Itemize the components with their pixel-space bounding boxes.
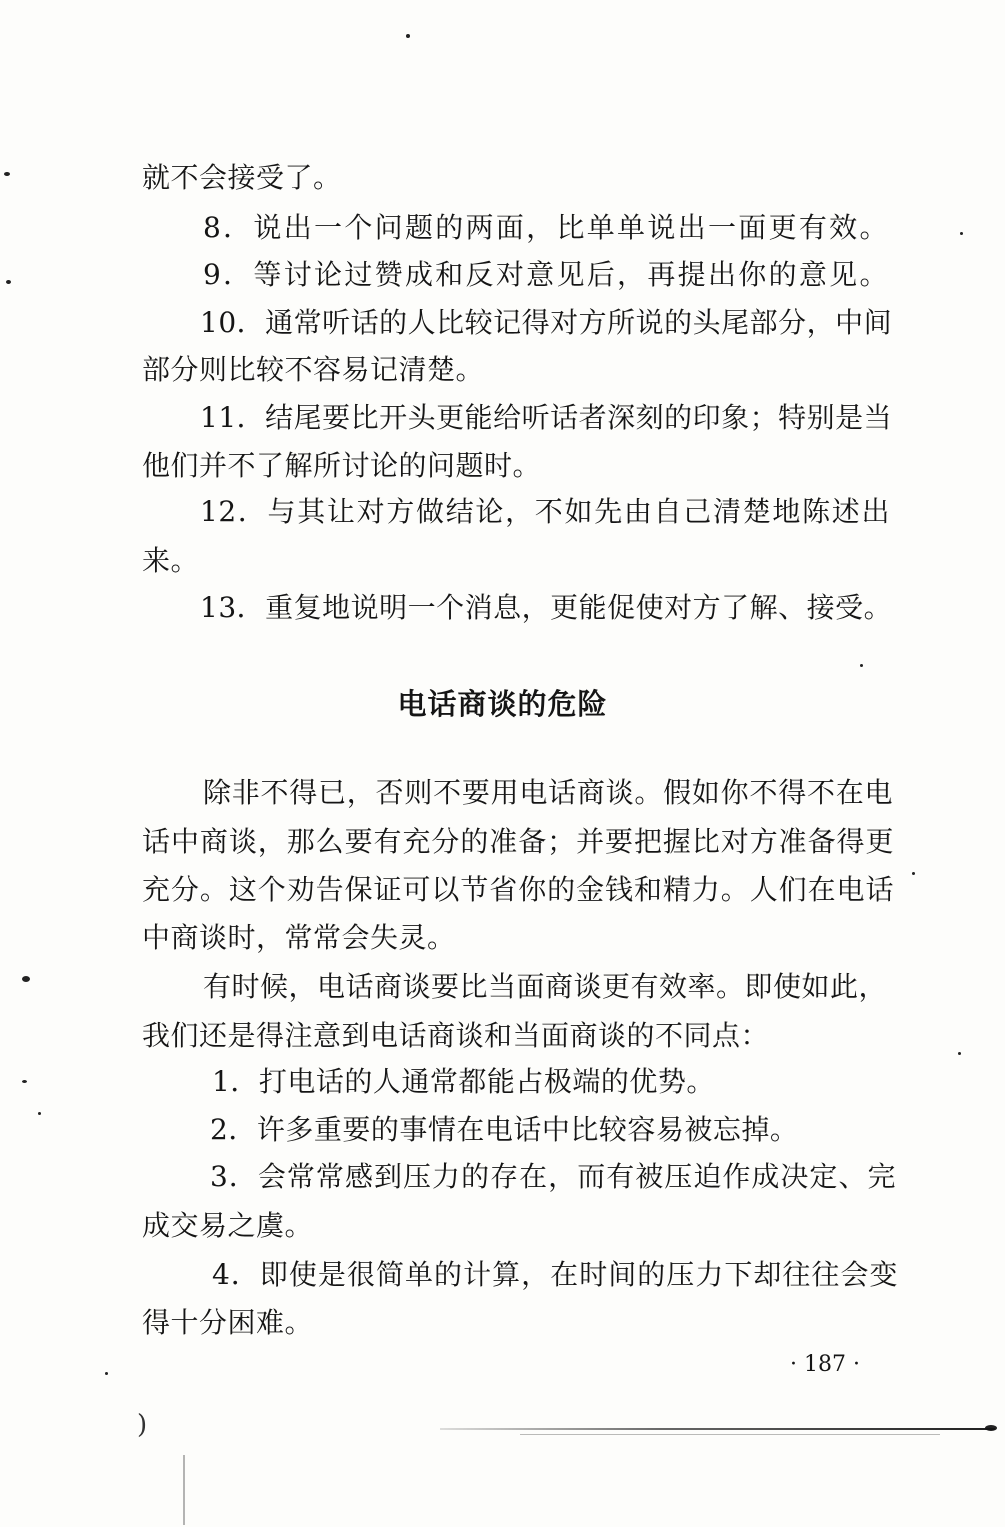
paragraph-line: 得十分困难。 bbox=[142, 1306, 314, 1339]
paragraph-line: 成交易之虞。 bbox=[142, 1209, 314, 1242]
paragraph-line: 除非不得已，否则不要用电话商谈。假如你不得不在电 bbox=[203, 776, 893, 809]
text-line: 他们并不了解所讨论的问题时。 bbox=[142, 449, 542, 482]
list-item-9: 9．等讨论过赞成和反对意见后，再提出你的意见。 bbox=[203, 258, 888, 291]
list-item-1: 1．打电话的人通常都能占极端的优势。 bbox=[212, 1065, 715, 1098]
list-item-11: 11．结尾要比开头更能给听话者深刻的印象；特别是当 bbox=[200, 401, 893, 434]
list-item-10: 10．通常听话的人比较记得对方所说的头尾部分，中间 bbox=[200, 306, 893, 339]
list-item-8: 8．说出一个问题的两面，比单单说出一面更有效。 bbox=[203, 211, 888, 244]
paragraph-line: 充分。这个劝告保证可以节省你的金钱和精力。人们在电话 bbox=[142, 873, 894, 906]
paragraph-line: 我们还是得注意到电话商谈和当面商谈的不同点： bbox=[142, 1019, 770, 1052]
scan-mark: ) bbox=[137, 1410, 148, 1440]
scan-speck bbox=[38, 1112, 41, 1115]
scan-speck bbox=[960, 232, 963, 235]
scan-speck bbox=[406, 34, 410, 38]
scan-speck bbox=[22, 1080, 27, 1083]
text-line: 来。 bbox=[142, 544, 200, 577]
paragraph-line: 中商谈时，常常会失灵。 bbox=[142, 921, 456, 954]
scan-speck bbox=[4, 172, 10, 176]
list-item-2: 2．许多重要的事情在电话中比较容易被忘掉。 bbox=[210, 1113, 799, 1146]
text-line: 部分则比较不容易记清楚。 bbox=[142, 353, 485, 386]
page-edge-shadow bbox=[520, 1434, 940, 1435]
paragraph-line: 有时候，电话商谈要比当面商谈更有效率。即使如此， bbox=[203, 970, 888, 1003]
list-item-12: 12．与其让对方做结论，不如先由自己清楚地陈述出 bbox=[200, 495, 890, 528]
binding-mark bbox=[183, 1455, 185, 1525]
paragraph-line: 话中商谈，那么要有充分的准备；并要把握比对方准备得更 bbox=[142, 825, 894, 858]
scan-speck bbox=[912, 872, 915, 875]
scan-speck bbox=[6, 280, 11, 284]
list-item-3: 3．会常常感到压力的存在，而有被压迫作成决定、完 bbox=[210, 1160, 896, 1193]
list-item-13: 13．重复地说明一个消息，更能促使对方了解、接受。 bbox=[200, 591, 893, 624]
scan-speck bbox=[958, 1052, 961, 1055]
scan-speck bbox=[860, 664, 863, 667]
list-item-4: 4．即使是很简单的计算，在时间的压力下却往往会变 bbox=[212, 1258, 898, 1291]
page-number: · 187 · bbox=[790, 1352, 860, 1377]
scan-speck bbox=[22, 976, 30, 982]
page-edge-shadow bbox=[440, 1428, 995, 1430]
text-line: 就不会接受了。 bbox=[142, 161, 342, 194]
section-title: 电话商谈的危险 bbox=[397, 687, 608, 721]
scan-speck bbox=[105, 1372, 108, 1375]
